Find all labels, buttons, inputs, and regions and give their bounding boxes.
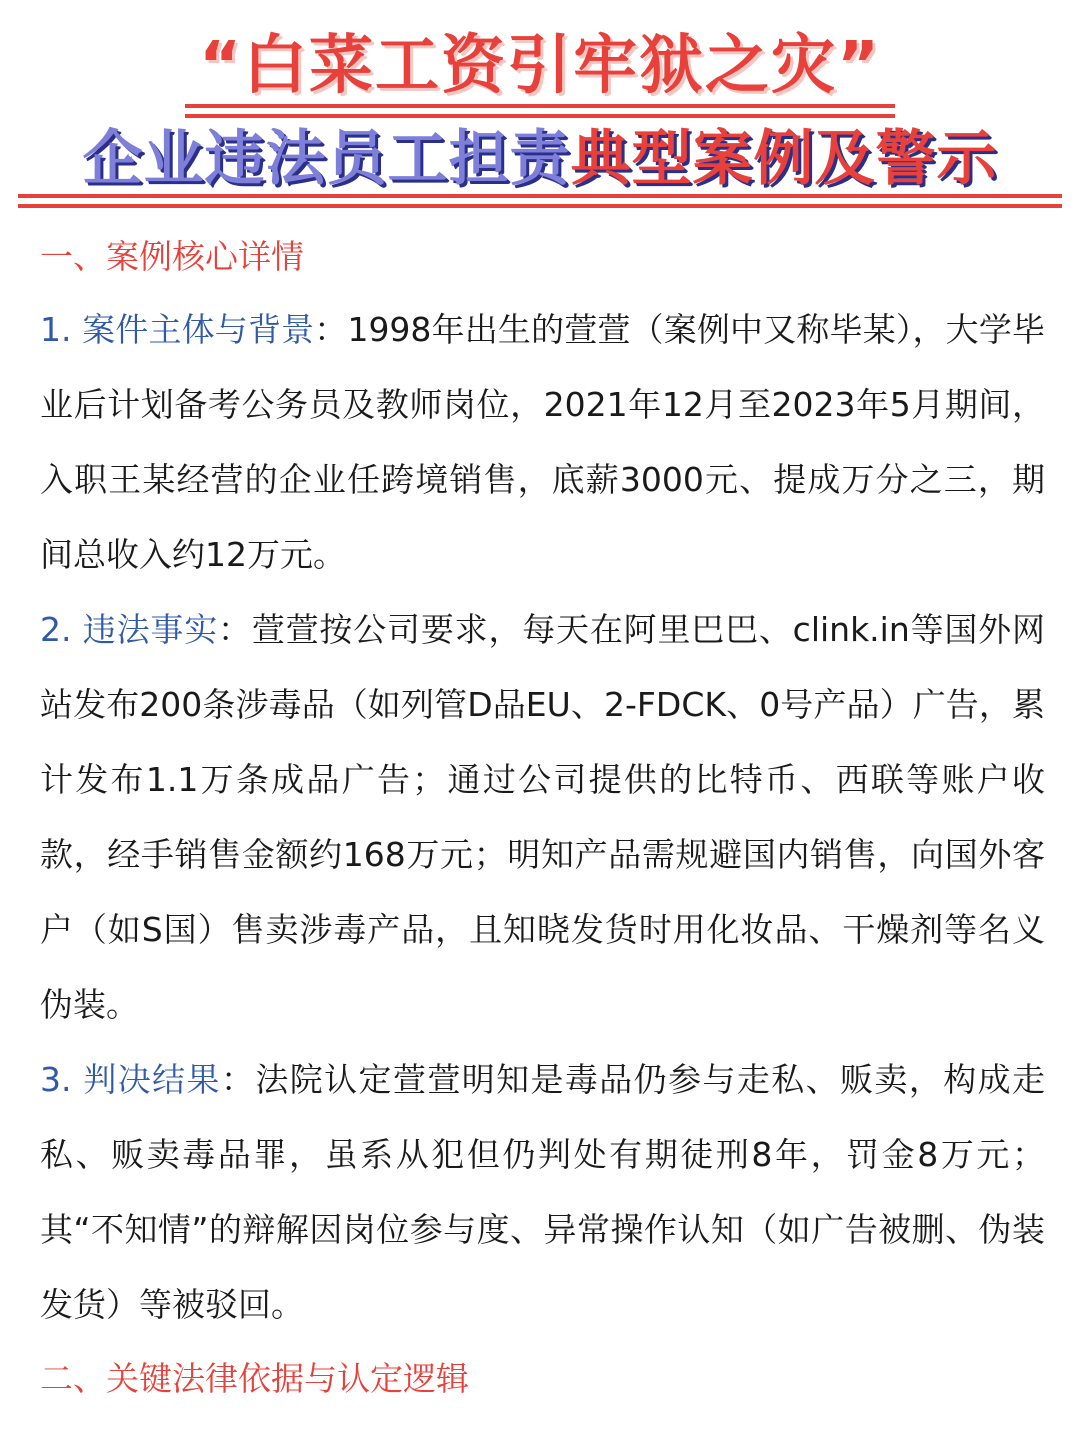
paragraph-lead: 2. 违法事实 [40, 610, 218, 649]
headline-title: “白菜工资引牢狱之灾” [198, 29, 882, 103]
case-paragraph [40, 292, 1045, 592]
paragraph-text: ：法院认定萱萱明知是毒品仍参与走私、贩卖，构成走私、贩卖毒品罪，虽系从犯但仍判处有期徒刑8年，罚金8万元；其“不知情”的辩解因岗位参与度、异常操作认知（如广告被删、伪装发货）等被驳回。 [40, 1060, 1046, 1324]
subtitle-underline [18, 194, 1062, 198]
subheadline-part1: 企业违法员工担责 [82, 124, 571, 194]
case-paragraph [40, 1042, 1045, 1342]
header [0, 0, 1080, 215]
subheadline-title [0, 120, 1080, 198]
paragraph-lead: 1. 案件主体与背景 [40, 310, 315, 349]
paragraph-text: ：萱萱按公司要求，每天在阿里巴巴、clink.in等国外网站发布200条涉毒品（如列管D品EU、2-FDCK、0号产品）广告，累计发布1.1万条成品广告；通过公司提供的比特币、西联等账户收款，经手销售金额约168万元；明知产品需规避国内销售，向国外客户（如S国）售卖涉毒产品，且知晓发货时用化妆品、干燥剂等名义伪装。 [40, 610, 1045, 1024]
paragraph-lead: 3. 判决结果 [40, 1060, 221, 1099]
title-underline [185, 104, 895, 108]
section-heading: 二、关键法律依据与认定逻辑 [40, 1359, 469, 1398]
article-body [40, 226, 1045, 1342]
case-paragraph [40, 592, 1045, 1042]
section-heading: 一、案例核心详情 [40, 237, 304, 276]
section-heading-2-wrap [40, 1348, 1040, 1410]
subheadline-part2: 典型案例及警示 [570, 124, 998, 194]
paragraph-text: ：1998年出生的萱萱（案例中又称毕某），大学毕业后计划备考公务员及教师岗位，2021年12月至2023年5月期间，入职王某经营的企业任跨境销售，底薪3000元、提成万分之三，期间总收入约12万元。 [40, 310, 1046, 574]
subtitle-underline [18, 204, 1062, 208]
title-underline [185, 114, 895, 118]
